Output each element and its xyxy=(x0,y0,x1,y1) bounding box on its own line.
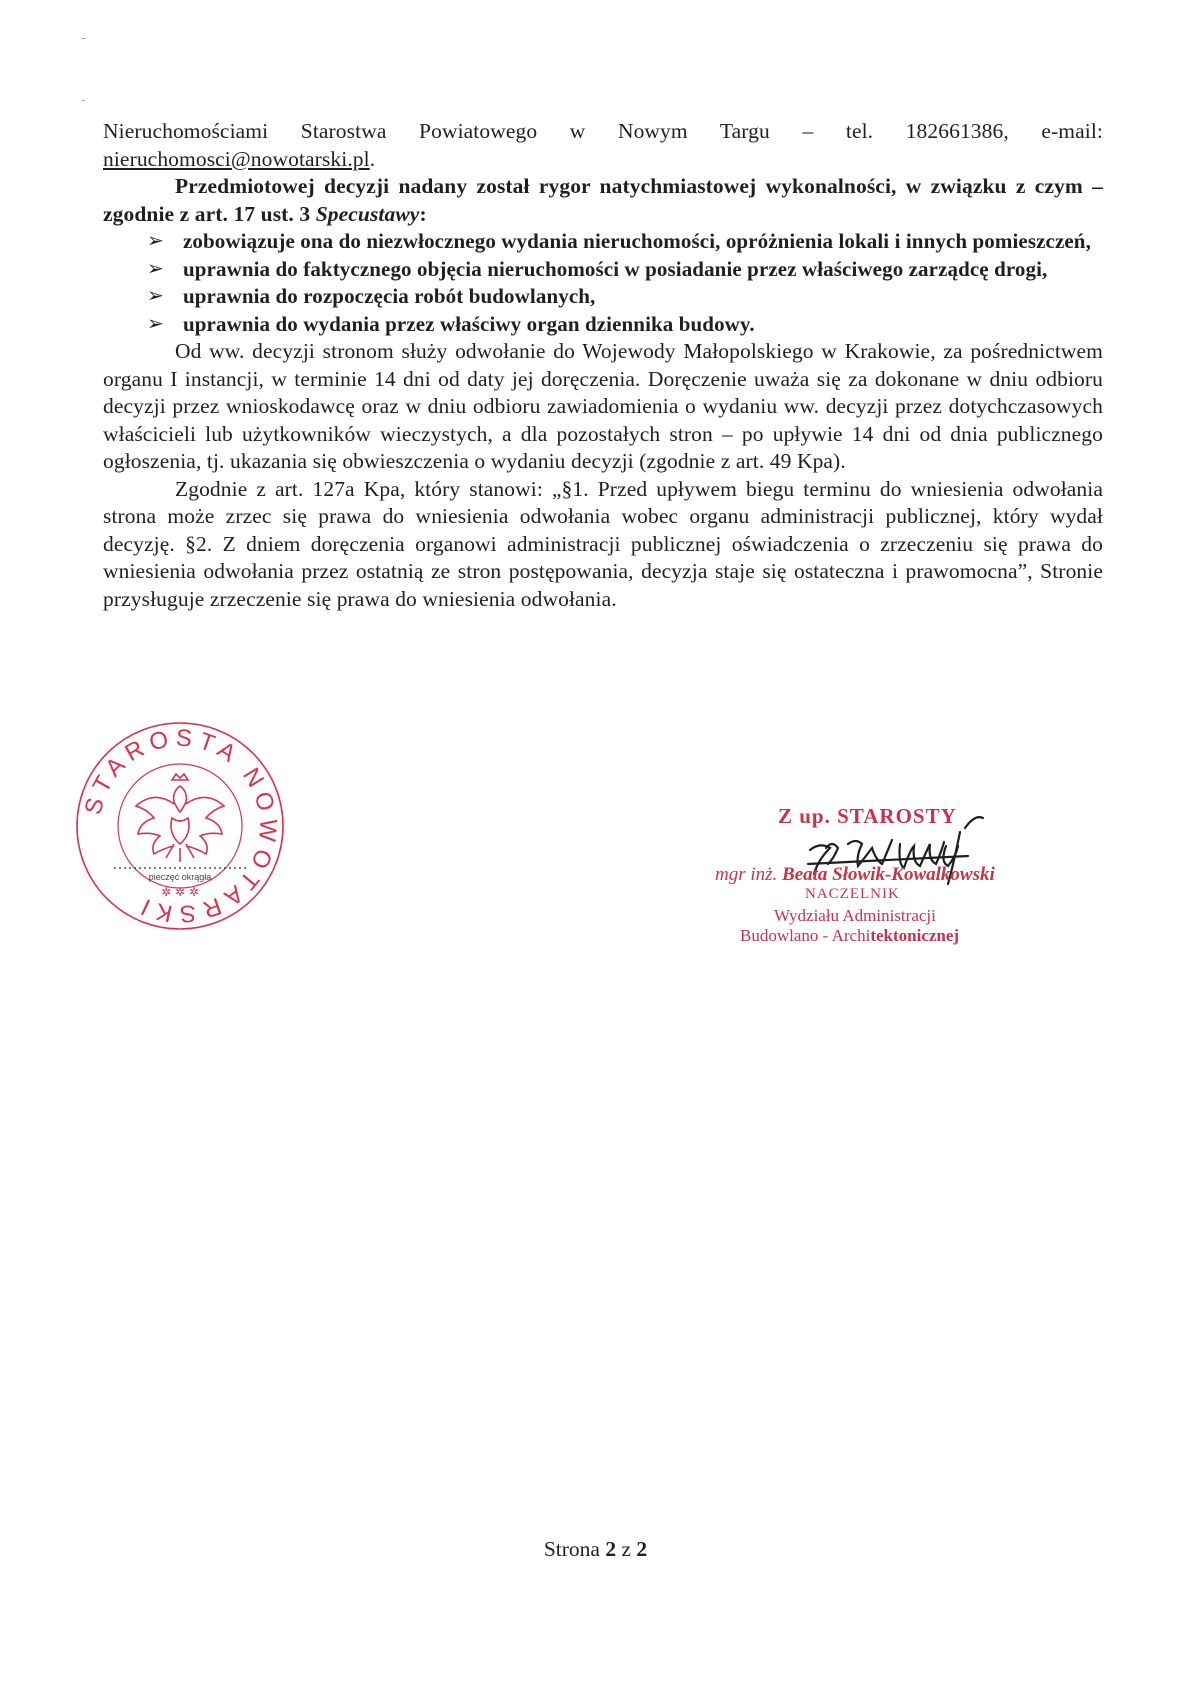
arrow-bullet-icon: ➢ xyxy=(147,257,164,280)
page-total: 2 xyxy=(636,1537,648,1561)
stamp-ring-text: STAROSTA NOWOTARSKI xyxy=(79,724,282,928)
rygor-text: Przedmiotowej decyzji nadany został rygor natychmiastowej wykonalności, w związku z czym – zgodnie z art. 17 ust. 3 xyxy=(103,174,1103,226)
list-item xyxy=(103,311,1103,339)
official-name xyxy=(715,864,995,886)
list-item-text: uprawnia do faktycznego objęcia nieruchomości w posiadanie przez właściwego zarządcę drogi, xyxy=(183,256,1048,281)
list-item-text: uprawnia do rozpoczęcia robót budowlanych, xyxy=(183,284,596,308)
rygor-paragraph xyxy=(103,173,1103,228)
page-footer xyxy=(0,1537,1191,1562)
arrow-bullet-icon: ➢ xyxy=(147,230,164,252)
arrow-bullet-icon: ➢ xyxy=(147,312,164,335)
arrow-bullet-icon: ➢ xyxy=(147,285,164,307)
official-position: NACZELNIK xyxy=(805,886,900,902)
department-line-2 xyxy=(740,926,959,946)
list-item xyxy=(103,228,1103,256)
footer-prefix: Strona xyxy=(543,1537,600,1561)
department-line-1: Wydziału Administracji xyxy=(774,906,936,925)
official-name-text: Beata Słowik-Kowalkowski xyxy=(782,864,995,885)
scan-mark xyxy=(82,38,85,39)
name-prefix: mgr inż. xyxy=(715,864,778,885)
email-link[interactable]: nieruchomosci@nowotarski.pl xyxy=(103,146,370,171)
waiver-paragraph: Zgodnie z art. 127a Kpa, który stanowi: „§1. Przed upływem biegu terminu do wniesienia odwołania strona może zrzec się prawa do wniesienia odwołania wobec organu administracji publicznej, który wydał decyzję. §2. Z dniem doręczenia organowi administracji publicznej oświadczenia o zrzeczeniu się prawa do wniesienia odwołania przez ostatnią ze stron postępowania, decyzja staje się ostateczna i prawomocna”, Stronie przysługuje zrzeczenie się prawa do wniesienia odwołania. xyxy=(103,476,1103,611)
contact-text: Nieruchomościami Starostwa Powiatowego w Nowym Targu – tel. 182661386, e-mail: xyxy=(103,119,1103,143)
page-number: 2 xyxy=(605,1537,617,1561)
department-part-b: tektonicznej xyxy=(870,926,960,945)
contact-paragraph xyxy=(103,118,1103,173)
stamp-seal-icon xyxy=(74,720,286,932)
effects-list xyxy=(103,228,1103,338)
scan-mark xyxy=(82,100,85,101)
appeal-paragraph: Od ww. decyzji stronom służy odwołanie do Wojewody Małopolskiego w Krakowie, za pośrednictwem organu I instancji, w terminie 14 dni od daty jej doręczenia. Doręczenie uważa się za dokonane w dniu odbioru decyzji przez wnioskodawcę oraz w dniu odbioru zawiadomienia o wydaniu ww. decyzji przez dotychczasowych właścicieli lub użytkowników wieczystych, a dla pozostałych stron – po upływie 14 dni od dnia publicznego ogłoszenia, tj. ukazania się obwieszczenia o wydaniu decyzji (zgodnie z art. 49 Kpa). xyxy=(103,339,1103,473)
list-item xyxy=(103,283,1103,311)
footer-separator: z xyxy=(621,1537,632,1561)
stamp-inner-text: pieczęć okrągła xyxy=(148,872,212,882)
department-part-a: Budowlano - Archi xyxy=(740,926,871,945)
list-item xyxy=(103,256,1103,284)
contact-end: . xyxy=(369,146,376,171)
authorization-line: Z up. STAROSTY xyxy=(778,804,957,828)
specustawa-term: Specustawy xyxy=(315,201,420,226)
signature-stamp xyxy=(700,790,1030,960)
official-stamp xyxy=(74,720,286,932)
svg-text:✲ ✲ ✲: ✲ ✲ ✲ xyxy=(161,885,199,899)
body-text xyxy=(103,118,1103,613)
list-item-text: uprawnia do wydania przez właściwy organ dziennika budowy. xyxy=(183,311,755,336)
rygor-end: : xyxy=(419,201,427,226)
list-item-text: zobowiązuje ona do niezwłocznego wydania nieruchomości, opróżnienia lokali i innych pomieszczeń, xyxy=(183,229,1091,253)
